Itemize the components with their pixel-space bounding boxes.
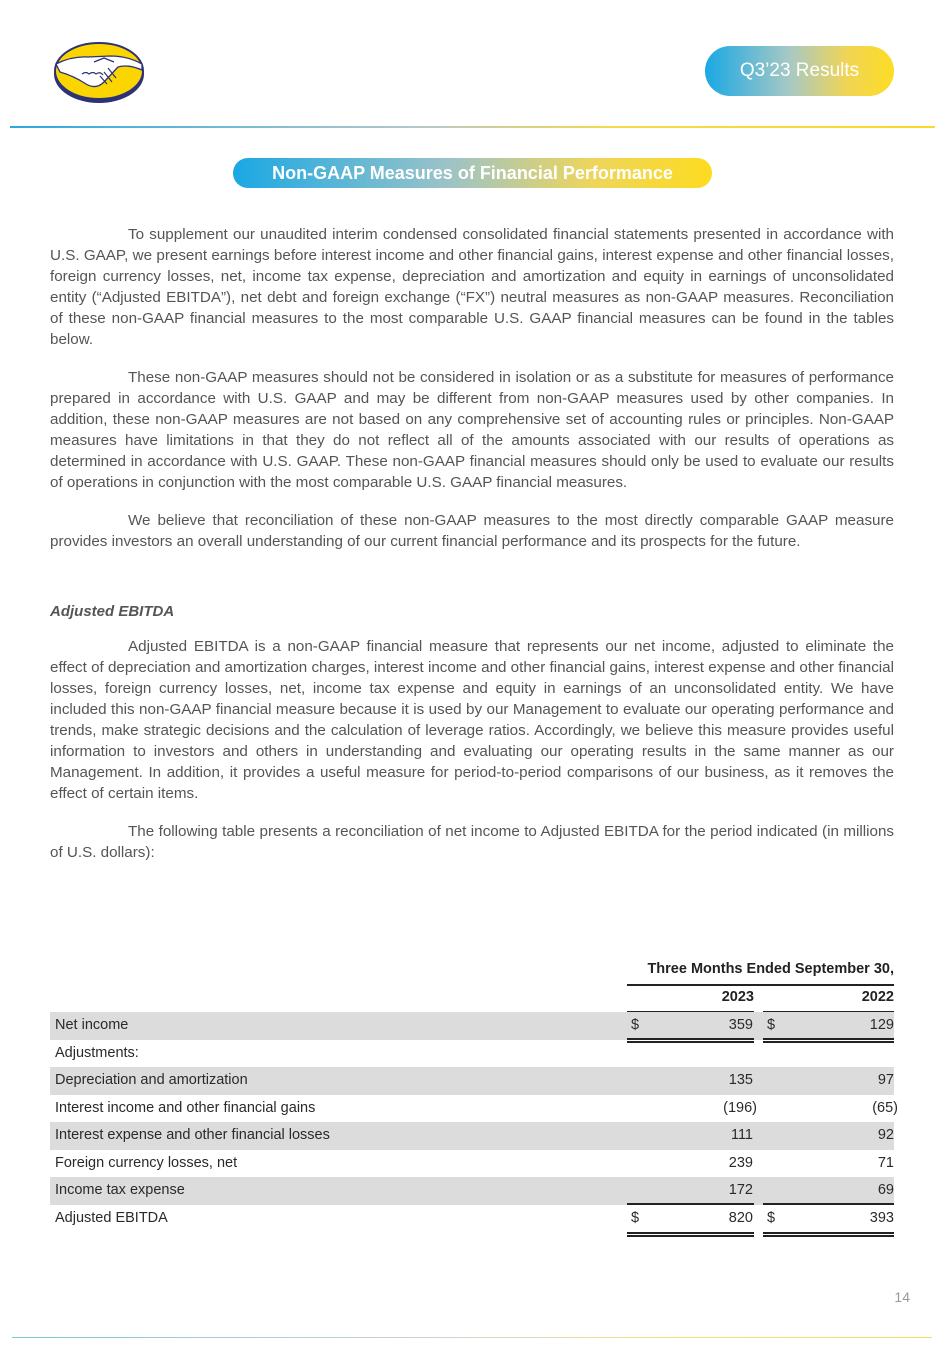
- document-body: [50, 224, 894, 880]
- table-row: [50, 1122, 894, 1150]
- table-row: [50, 1012, 894, 1040]
- value-2023: 111: [730, 1127, 753, 1143]
- value-2022: (65): [872, 1099, 898, 1116]
- page-number: 14: [894, 1289, 910, 1305]
- year-2022-header: 2022: [861, 989, 894, 1005]
- value-2023: 135: [728, 1072, 753, 1088]
- table-row: [50, 1177, 894, 1205]
- quarter-results-badge: Q3’23 Results: [705, 46, 894, 96]
- currency-symbol: $: [767, 1209, 776, 1226]
- value-2023: 820: [728, 1209, 753, 1226]
- row-label: Interest expense and other financial losses: [55, 1127, 330, 1143]
- table-year-header: [50, 985, 894, 1012]
- row-label: Income tax expense: [55, 1182, 185, 1198]
- row-label: Depreciation and amortization: [55, 1072, 248, 1088]
- ebitda-paragraph-2: The following table presents a reconciliation of net income to Adjusted EBITDA for the period indicated (in millions of U.S. dollars):: [50, 823, 894, 861]
- row-label: Foreign currency losses, net: [55, 1154, 238, 1171]
- ebitda-reconciliation-table: [50, 958, 898, 1232]
- header-divider: [10, 126, 935, 128]
- row-label: Adjustments:: [55, 1044, 139, 1061]
- currency-symbol: $: [631, 1017, 640, 1033]
- value-2023: (196): [723, 1099, 757, 1116]
- footer-divider: [12, 1337, 932, 1338]
- value-2023: 359: [728, 1017, 753, 1033]
- ebitda-paragraph-1: Adjusted EBITDA is a non-GAAP financial measure that represents our net income, adjusted to eliminate the effect of depreciation and amortization charges, interest income and other financial gains, interest expense and other financial losses, foreign currency losses, net, income tax expense and equity in earnings of an unconsolidated entity. We have included this non-GAAP financial measure because it is used by our Management to evaluate our operating performance and trends, make strategic decisions and the calculation of leverage ratios. Accordingly, we believe this measure provides useful information to investors and others in understanding and evaluating our operating results in the same manner as our Management. In addition, it provides a useful measure for period-to-period comparisons of our business, as it removes the effect of certain items.: [50, 638, 894, 802]
- intro-paragraph-2: These non-GAAP measures should not be considered in isolation or as a substitute for measures of performance prepared in accordance with U.S. GAAP and may be different from non-GAAP measures used by other companies. In addition, these non-GAAP measures are not based on any comprehensive set of accounting rules or principles. Non-GAAP measures have limitations in that they do not reflect all of the amounts associated with our results of operations as determined in accordance with U.S. GAAP. These non-GAAP financial measures should only be used to evaluate our results of operations in conjunction with the most comparable U.S. GAAP financial measures.: [50, 369, 894, 491]
- period-header-label: Three Months Ended September 30,: [647, 961, 894, 977]
- table-row: [50, 1067, 894, 1095]
- value-2022: 92: [877, 1127, 894, 1143]
- currency-symbol: $: [767, 1017, 776, 1033]
- table-row-total: [50, 1205, 894, 1233]
- value-2022: 129: [869, 1017, 894, 1033]
- double-underline: [627, 1232, 754, 1237]
- row-label: Net income: [55, 1017, 129, 1033]
- row-label: Interest income and other financial gains: [55, 1099, 316, 1116]
- table-row: [50, 1095, 898, 1123]
- value-2022: 97: [877, 1072, 894, 1088]
- table-row: [50, 1150, 894, 1178]
- value-2023: 172: [728, 1182, 753, 1198]
- year-2023-header: 2023: [721, 989, 754, 1005]
- value-2023: 239: [728, 1154, 753, 1171]
- currency-symbol: $: [631, 1209, 640, 1226]
- intro-paragraph-1: To supplement our unaudited interim condensed consolidated financial statements presented in accordance with U.S. GAAP, we present earnings before interest income and other financial gains, interest expense and other financial losses, foreign currency losses, net, income tax expense, depreciation and amortization and equity in earnings of unconsolidated entity (“Adjusted EBITDA”), net debt and foreign exchange (“FX”) neutral measures as non-GAAP measures. Reconciliation of these non-GAAP financial measures to the most comparable U.S. GAAP financial measures can be found in the tables below.: [50, 226, 894, 348]
- row-label: Adjusted EBITDA: [55, 1209, 168, 1226]
- section-title: Non-GAAP Measures of Financial Performance: [233, 158, 712, 188]
- double-underline: [763, 1232, 894, 1237]
- subsection-heading: Adjusted EBITDA: [50, 603, 175, 620]
- intro-paragraph-3: We believe that reconciliation of these non-GAAP measures to the most directly comparable GAAP measure provides investors an overall understanding of our current financial performance and its prospects for the future.: [50, 512, 894, 550]
- company-logo: [52, 40, 146, 104]
- value-2022: 69: [877, 1182, 894, 1198]
- table-row: [50, 1040, 894, 1068]
- handshake-logo-icon: [52, 40, 146, 104]
- value-2022: 393: [869, 1209, 894, 1226]
- table-period-header: [50, 958, 894, 985]
- value-2022: 71: [877, 1154, 894, 1171]
